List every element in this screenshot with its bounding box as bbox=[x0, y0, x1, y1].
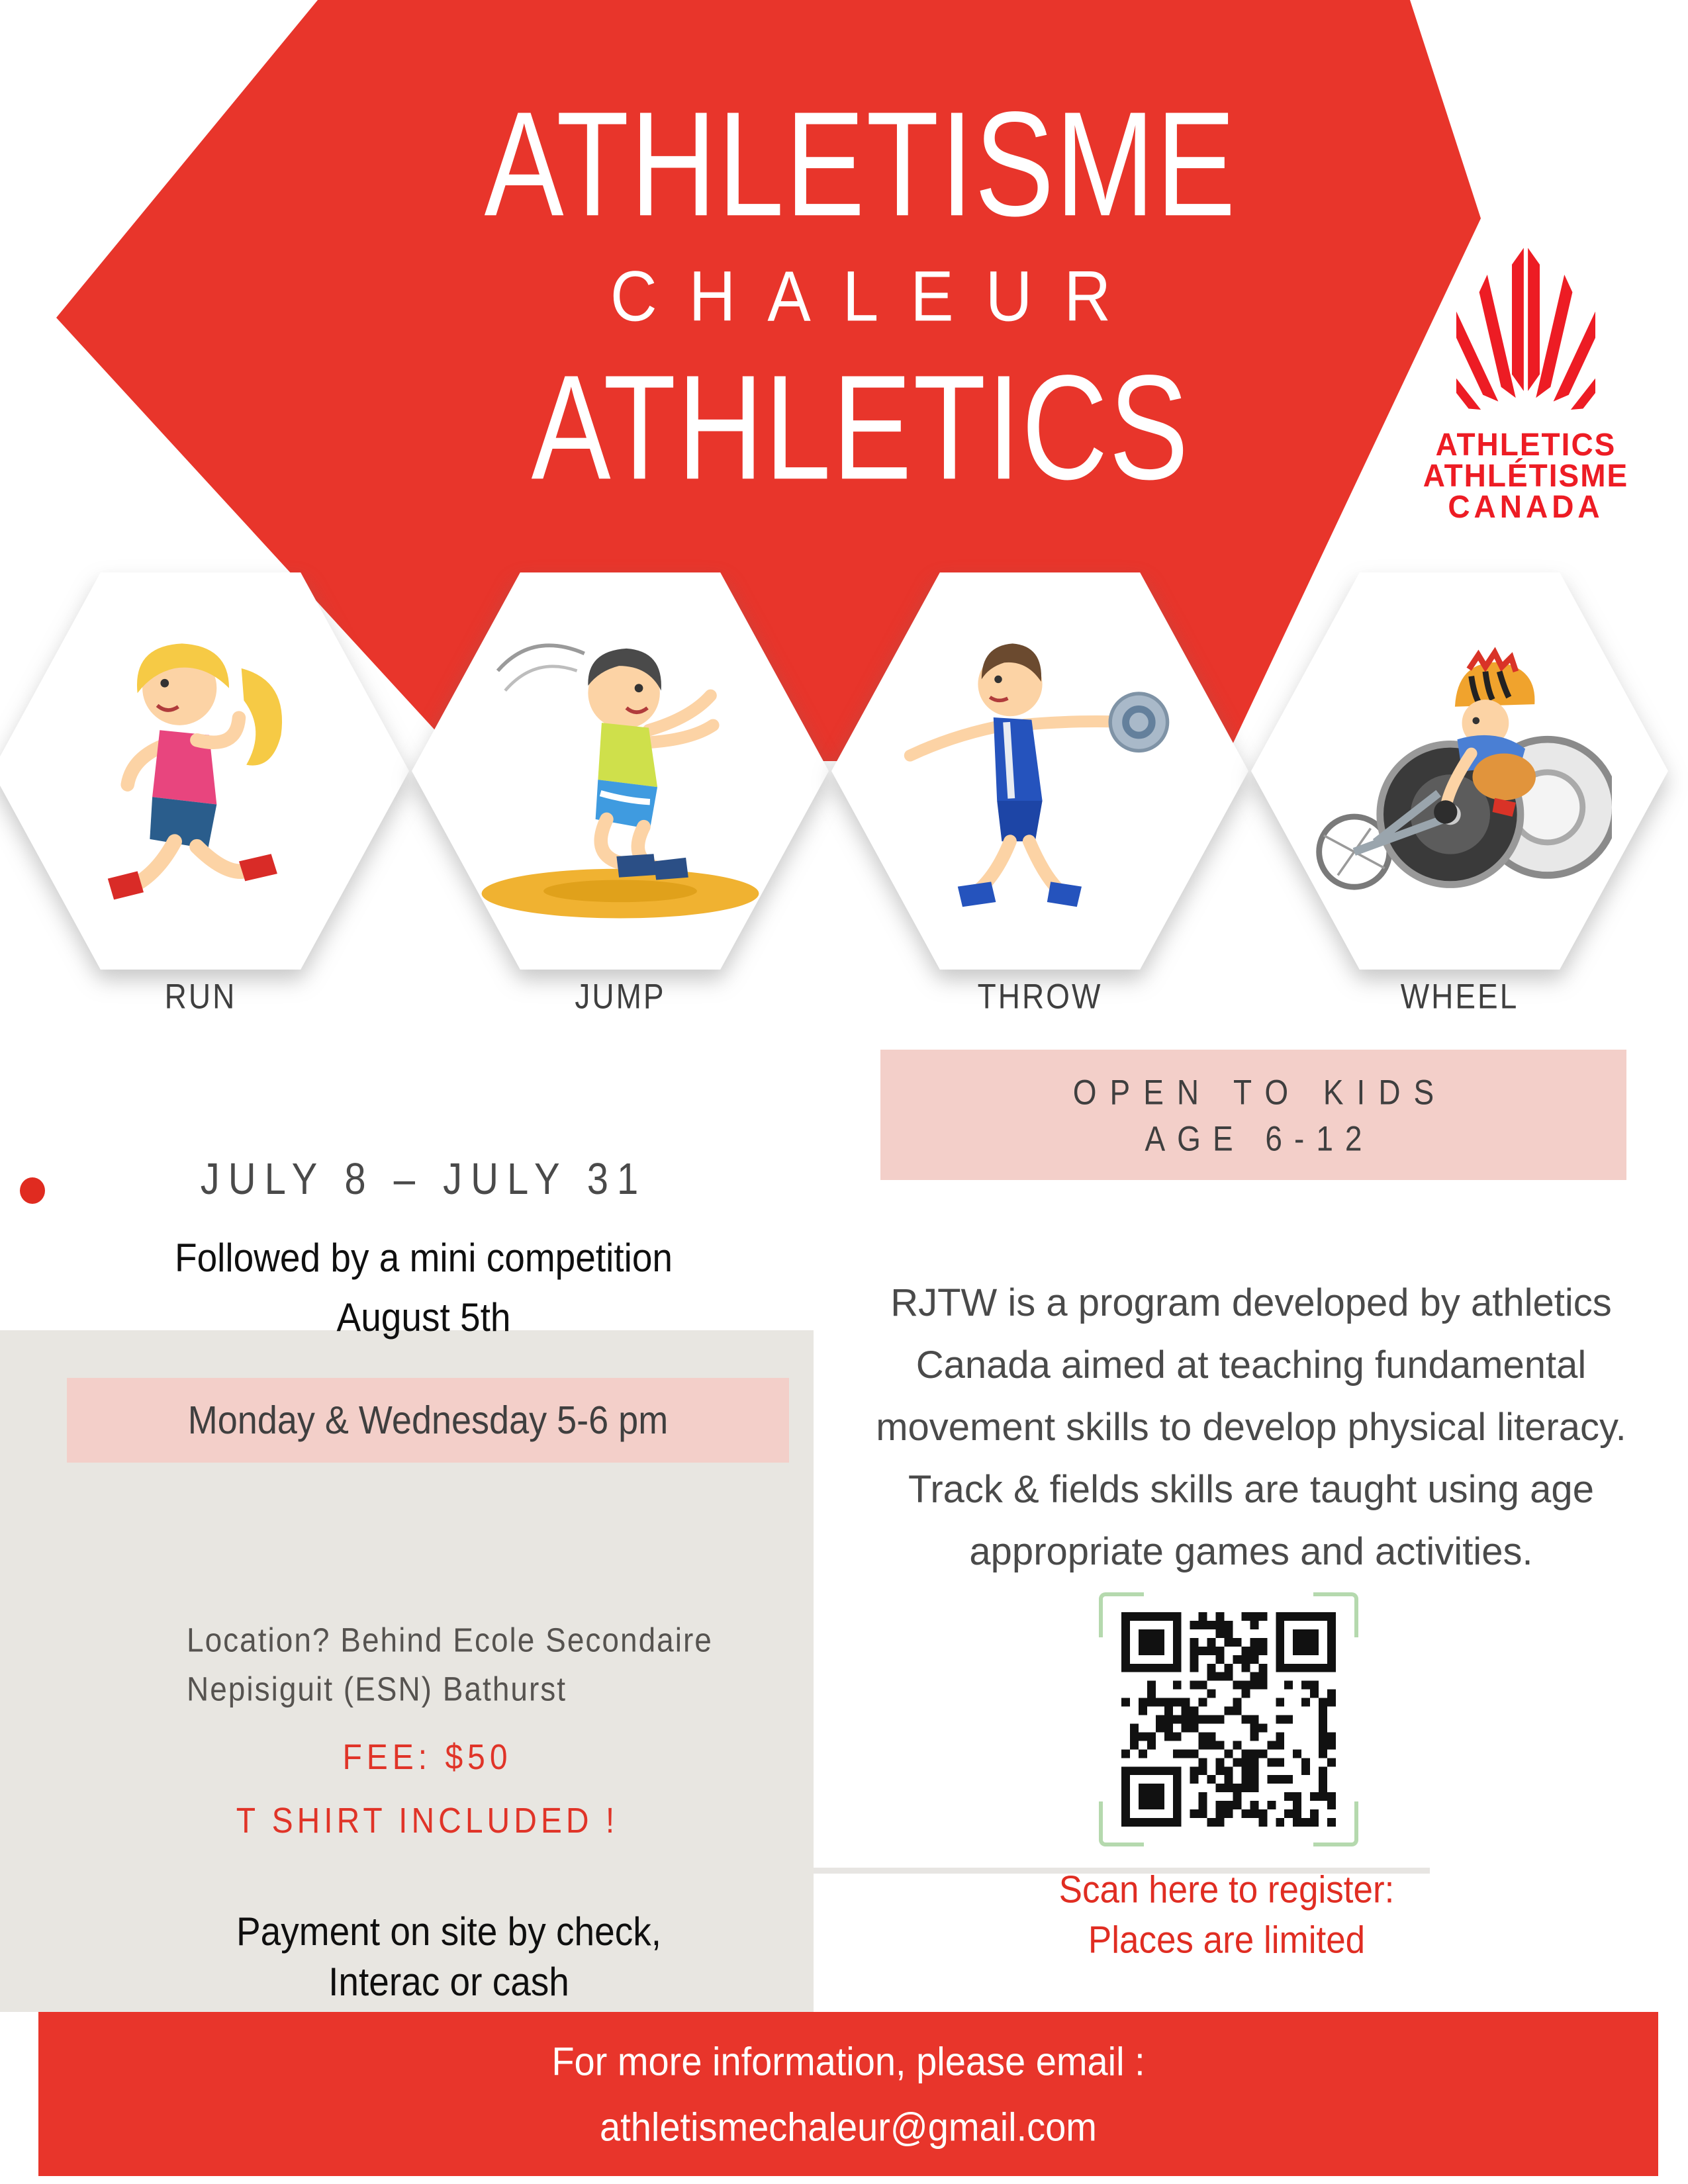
mini-competition-note-line2: August 5th bbox=[336, 1294, 511, 1340]
wheel-illustration bbox=[1307, 615, 1612, 927]
program-line: Canada aimed at teaching fundamental bbox=[915, 1343, 1587, 1387]
days-text: Monday & Wednesday 5-6 pm bbox=[187, 1398, 669, 1442]
payment-line2: Interac or cash bbox=[328, 1958, 569, 2005]
footer-line1: For more information, please email : bbox=[551, 2038, 1145, 2084]
logo-text-canada: CANADA bbox=[1448, 488, 1604, 525]
label-run: RUN bbox=[164, 976, 237, 1016]
athletics-canada-logo bbox=[1380, 246, 1671, 525]
jump-hexagon bbox=[412, 572, 829, 970]
register-caption bbox=[853, 1865, 1601, 1966]
eligibility-line2: AGE 6-12 bbox=[1145, 1118, 1374, 1158]
program-line: RJTW is a program developed by athletics bbox=[890, 1281, 1612, 1324]
run-hexagon bbox=[0, 572, 409, 970]
throw-illustration bbox=[891, 615, 1189, 927]
program-line: appropriate games and activities. bbox=[969, 1530, 1533, 1573]
program-line: movement skills to develop physical literacy. bbox=[876, 1406, 1626, 1449]
logo-text-athletisme: ATHLÉTISME bbox=[1423, 457, 1629, 494]
payment-line1: Payment on site by check, bbox=[236, 1908, 661, 1954]
register-line2: Places are limited bbox=[1088, 1919, 1366, 1962]
footer-email: athletismechaleur@gmail.com bbox=[600, 2104, 1097, 2150]
register-line1: Scan here to register: bbox=[1058, 1868, 1395, 1911]
title-athletisme: ATHLETISME bbox=[484, 81, 1237, 248]
fee-text: FEE: $50 bbox=[342, 1737, 512, 1778]
logo-text-athletics: ATHLETICS bbox=[1435, 426, 1617, 463]
qr-code bbox=[1120, 1612, 1337, 1827]
eligibility-banner bbox=[880, 1050, 1626, 1180]
label-wheel: WHEEL bbox=[1400, 976, 1519, 1016]
label-throw: THROW bbox=[977, 976, 1103, 1016]
maple-leaf-shards-icon bbox=[1456, 246, 1595, 429]
days-banner bbox=[67, 1378, 789, 1463]
wheel-hexagon bbox=[1251, 572, 1668, 970]
run-illustration bbox=[58, 615, 343, 927]
title-athletics: ATHLETICS bbox=[531, 344, 1190, 511]
jump-illustration bbox=[478, 615, 763, 927]
tshirt-text: T SHIRT INCLUDED ! bbox=[236, 1801, 619, 1841]
location-line1: Location? Behind Ecole Secondaire bbox=[187, 1621, 713, 1659]
qr-block bbox=[1099, 1592, 1358, 1846]
location-line2: Nepisiguit (ESN) Bathurst bbox=[187, 1670, 567, 1708]
footer-banner bbox=[38, 2012, 1658, 2176]
mini-competition-note-line1: Followed by a mini competition bbox=[174, 1234, 673, 1281]
program-description bbox=[854, 1272, 1648, 1583]
dates-range: JULY 8 – JULY 31 bbox=[200, 1154, 647, 1204]
title-chaleur: CHALEUR bbox=[610, 255, 1143, 336]
label-jump: JUMP bbox=[575, 976, 666, 1016]
program-line: Track & fields skills are taught using age bbox=[908, 1468, 1594, 1511]
eligibility-line1: OPEN TO KIDS bbox=[1072, 1071, 1448, 1112]
throw-hexagon bbox=[831, 572, 1248, 970]
